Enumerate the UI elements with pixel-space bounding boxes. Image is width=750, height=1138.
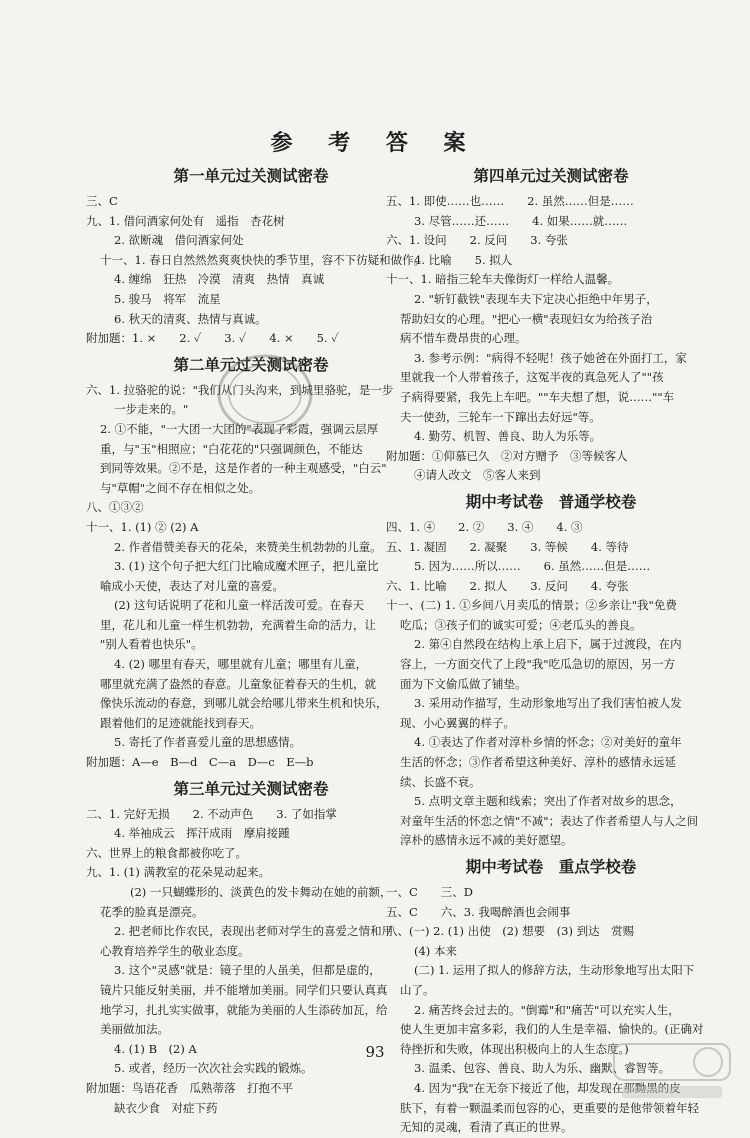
section-title: 第四单元过关测试密卷	[473, 167, 629, 185]
section-title: 期中考试卷 普通学校卷	[465, 492, 637, 511]
answer-line: 花季的脸真是漂亮。	[100, 904, 204, 919]
answer-line: 像快乐流动的春意，到哪儿就会给哪儿带来生机和快乐，	[100, 696, 388, 711]
answer-line: 一步走来的。"	[114, 402, 189, 417]
answer-line: 5. 点明文章主题和线索；突出了作者对故乡的思念，	[414, 794, 682, 809]
answer-line: 附加题：A—e B—d C—a D—c E—b	[86, 755, 314, 770]
answer-line: 生活的怀念；③作者希望这种美好、淳朴的感情永远延	[400, 755, 676, 770]
answer-line: 5. 寄托了作者喜爱儿童的思想感情。	[114, 735, 302, 750]
answer-line: ④请人改文 ⑤客人来到	[414, 468, 541, 483]
answer-line: 2. 欲断魂 借问酒家何处	[114, 233, 244, 248]
answer-line: 子病得要紧，我先上车吧。""车夫想了想，说……""车	[400, 389, 675, 404]
answer-line: 八、(一) 2. (1) 出使 (2) 想要 (3) 到达 赏赐	[386, 924, 635, 939]
answer-line: 到同等效果。②不是，这是作者的一种主观感受，"白云"	[100, 461, 387, 476]
answer-line: 3. 参考示例："病得不轻呢！孩子她爸在外面打工，家	[414, 350, 687, 365]
answer-line: 八、①③②	[86, 500, 144, 515]
answer-line: (4) 本来	[414, 943, 457, 958]
answer-line: 3. 采用动作描写，生动形象地写出了我们害怕被人发	[414, 696, 682, 711]
answer-line: 淳朴的感情永远不减的美好愿望。	[400, 833, 573, 848]
answer-line: 4. 比喻 5. 拟人	[414, 252, 513, 267]
answer-line: 4. (2) 哪里有春天，哪里就有儿童；哪里有儿童，	[114, 657, 368, 672]
answer-line: 4. 缠绵 狂热 冷漠 清爽 热情 真诚	[114, 272, 325, 287]
answer-line: 一、C 三、D	[386, 885, 474, 899]
answer-line: 现、小心翼翼的样子。	[400, 715, 515, 730]
answer-line: 十一、1. 暗指三轮车夫像街灯一样给人温馨。	[386, 272, 620, 287]
answer-line: 使人生更加丰富多彩，我们的人生是幸福、愉快的。(正确对	[400, 1022, 704, 1037]
answer-line: 3. 尽管……还…… 4. 如果……就……	[414, 213, 628, 228]
answer-line: 2. 把老师比作农民，表现出老师对学生的喜爱之情和用	[114, 924, 394, 939]
answer-line: 2. "斩钉截铁"表现车夫下定决心拒绝中年男子，	[414, 291, 658, 306]
answer-line: 十一、1. (1) ② (2) A	[86, 519, 199, 534]
answer-line: 缺衣少食 对症下药	[114, 1100, 218, 1115]
answer-line: 十一、(二) 1. ①乡间八月卖瓜的情景；②乡亲让"我"免费	[386, 598, 677, 613]
answer-line: 哪里就充满了盎然的春意。儿童象征着春天的生机，就	[100, 676, 376, 691]
answer-line: 六、1. 比喻 2. 拟人 3. 反问 4. 夸张	[386, 578, 629, 593]
answer-line: 二、1. 完好无损 2. 不动声色 3. 了如指掌	[86, 806, 337, 821]
answer-line: (二) 1. 运用了拟人的修辞方法，生动形象地写出太阳下	[414, 963, 695, 978]
answer-line: 夫一使劲，三轮车一下蹿出去好远"等。	[400, 409, 601, 424]
answer-line: 5. 骏马 将军 流星	[114, 291, 221, 306]
answer-line: 十一、1. 春日自然然然爽爽快快的季节里，容不下彷疑和做作。	[100, 252, 426, 267]
answer-line: 5. 因为……所以…… 6. 虽然……但是……	[414, 559, 651, 574]
answer-line: 与"草帽"之间不存在相似之处。	[100, 480, 261, 495]
answer-line: "别人看着也快乐"。	[100, 637, 203, 652]
answer-line: 4. 因为"我"在无奈下接近了他，却发现在那黝黑的皮	[414, 1080, 681, 1095]
answer-line: 重，与"玉"相照应；"白花花的"只强调颜色，不能达	[100, 441, 363, 456]
stamp-seal-icon	[216, 352, 314, 436]
answer-line: 4. ①表达了作者对淳朴乡情的怀念；②对美好的童年	[414, 735, 682, 750]
answer-line: 附加题：鸟语花香 瓜熟蒂落 打抱不平	[86, 1080, 293, 1095]
answer-line: 九、1. 借问酒家何处有 遥指 杏花树	[86, 213, 285, 228]
answer-line: 容上，一方面交代了上段"我"吃瓜急切的原因，另一方	[400, 657, 676, 672]
answer-line: 六、世界上的粮食都被你吃了。	[86, 845, 247, 860]
answer-line: 美丽做加法。	[100, 1022, 169, 1037]
answer-line: 里就我一个人带着孩子，这冤半夜的真急死人了""孩	[400, 370, 664, 385]
answer-line: 九、1. (1) 满教室的花朵晃动起来。	[86, 865, 271, 880]
answer-line: 4. 举袖成云 挥汗成雨 摩肩接踵	[114, 826, 290, 841]
answer-line: 4. 勤劳、机智、善良、助人为乐等。	[414, 429, 602, 444]
answer-line: 镜片只能反射美丽，并不能增加美丽。同学们只要认真真	[100, 982, 388, 997]
answer-line: 面为下文偷瓜做了铺垫。	[400, 676, 527, 691]
section-title: 期中考试卷 重点学校卷	[465, 858, 637, 876]
answer-line: (2) 一只蝴蝶形的、淡黄色的发卡舞动在她的前额，	[130, 885, 392, 899]
answer-line: 五、C 六、3. 我喝醉酒也会闹事	[386, 904, 571, 919]
answer-line: 对童年生活的怀恋之情"不减"；表达了作者希望人与人之间	[400, 813, 699, 828]
answer-line: 附加题：①仰慕已久 ②对方赠予 ③等候客人	[386, 448, 628, 463]
right-answer-column	[386, 160, 716, 1138]
answer-line: 六、1. 设问 2. 反问 3. 夸张	[386, 233, 568, 248]
answer-line: 吃瓜；③孩子们的诚实可爱；④老瓜头的善良。	[400, 617, 642, 632]
page-number: 93	[365, 1043, 385, 1061]
answer-line: 帮助妇女的心理。"把心一横"表现妇女为给孩子治	[400, 311, 653, 326]
answer-line: (2) 这句话说明了花和儿童一样活泼可爱。在春天	[114, 598, 364, 613]
answer-line: 2. 作者借赞美春天的花朵，来赞美生机勃勃的儿童。	[114, 539, 382, 554]
answer-line: 跟着他们的足迹就能找到春天。	[100, 715, 261, 730]
answer-line: 无知的灵魂，看清了真正的世界。	[400, 1120, 573, 1135]
answer-line: 喻成小天使，表达了对儿童的喜爱。	[100, 578, 284, 593]
answer-line: 附加题：1. × 2. ✓ 3. ✓ 4. × 5. ✓	[86, 331, 339, 346]
section-title: 第二单元过关测试密卷	[173, 355, 329, 374]
answer-line: 肤下，有着一颗温柔而包容的心，更重要的是他带领着年轻	[400, 1100, 699, 1115]
section-title: 第一单元过关测试密卷	[173, 167, 329, 185]
answer-line: 三、C	[86, 194, 118, 208]
answer-line: 3. 温柔、包容、善良、助人为乐、幽默、睿智等。	[414, 1061, 671, 1076]
answer-line: 6. 秋天的清爽、热情与真诚。	[114, 311, 267, 326]
answer-line: 续、长盛不衰。	[400, 774, 481, 789]
answer-line: 五、1. 凝固 2. 凝聚 3. 等候 4. 等待	[386, 539, 629, 554]
answer-line: 2. 痛苦终会过去的。"倒霉"和"痛苦"可以充实人生，	[414, 1002, 680, 1017]
answer-line: 2. 第④自然段在结构上承上启下，属于过渡段，在内	[414, 637, 682, 652]
answer-line: 3. 这个"灵感"就是：镜子里的人虽美，但都是虚的，	[114, 963, 381, 978]
answer-line: 2. ①不能，"一大团一大团的"表现了彩霞，强调云层厚	[100, 421, 379, 436]
page-title: 参 考 答 案	[270, 131, 480, 156]
answer-line: 六、1. 拉骆驼的说："我们从门头沟来，到城里骆驼，是一步	[86, 382, 394, 397]
answer-line: 病不惜车费昂贵的心理。	[400, 331, 527, 346]
section-title: 第三单元过关测试密卷	[173, 779, 329, 798]
answer-line: 3. (1) 这个句子把大红门比喻成魔术匣子，把儿童比	[114, 559, 379, 574]
answer-line: 五、1. 即使……也…… 2. 虽然……但是……	[386, 194, 634, 208]
answer-line: 待挫折和失败，体现出积极向上的人生态度。)	[400, 1041, 629, 1056]
answer-line: 山了。	[400, 982, 435, 997]
answer-line: 里，花儿和儿童一样生机勃勃，充满着生命的活力，让	[100, 617, 376, 632]
answer-line: 四、1. ④ 2. ② 3. ④ 4. ③	[386, 519, 583, 534]
answer-line: 地学习，扎扎实实做事，就能为美丽的人生添砖加瓦，给	[100, 1002, 388, 1017]
answer-line: 5. 或者，经历一次次社会实践的锻炼。	[114, 1061, 313, 1076]
answer-line: 心教育培养学生的敬业态度。	[100, 943, 250, 958]
answer-line: 4. (1) B (2) A	[114, 1041, 197, 1056]
watermark-logo-icon	[612, 1042, 732, 1104]
